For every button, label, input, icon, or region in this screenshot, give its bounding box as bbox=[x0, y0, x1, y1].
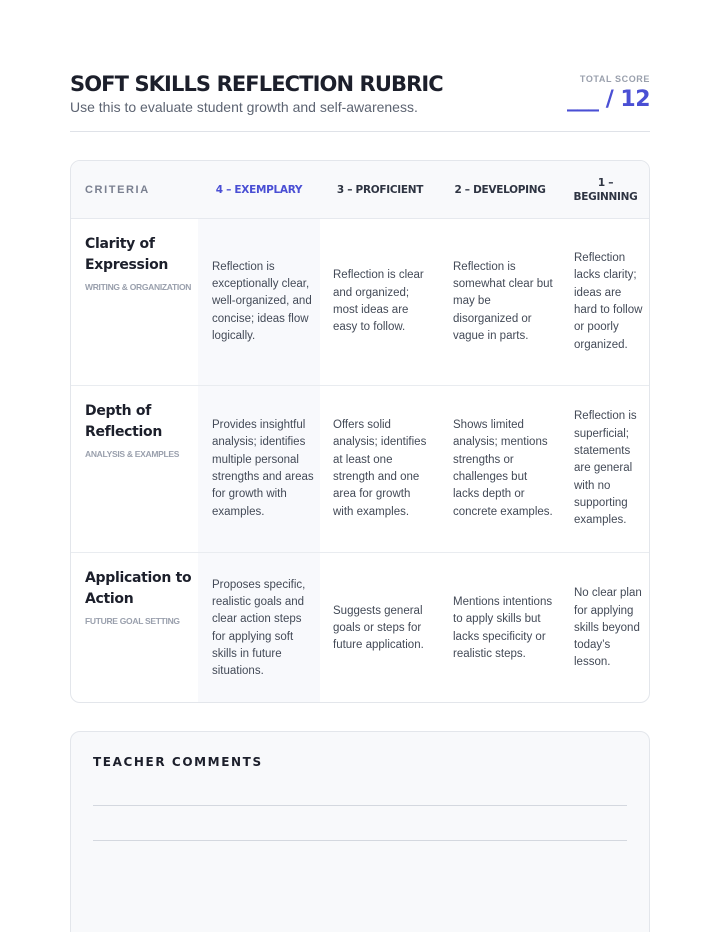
rubric-cell-proficient: Suggests general goals or steps for future application. bbox=[333, 604, 424, 652]
rubric-cell-developing: Reflection is somewhat clear but may be disorganized or vague in parts. bbox=[453, 260, 553, 342]
column-header-exemplary: 4 – EXEMPLARY bbox=[215, 184, 303, 196]
rubric-table bbox=[70, 160, 650, 703]
criterion-name: Clarity of Expression bbox=[85, 236, 169, 273]
criterion-subtitle: FUTURE GOAL SETTING bbox=[85, 616, 180, 626]
page-subtitle: Use this to evaluate student growth and self-awareness. bbox=[70, 99, 418, 115]
criterion-subtitle: ANALYSIS & EXAMPLES bbox=[85, 449, 180, 459]
rubric-cell-beginning: Reflection lacks clarity; ideas are hard to follow or poorly organized. bbox=[574, 252, 643, 351]
rubric-cell-beginning: No clear plan for applying skills beyond today’s lesson. bbox=[574, 587, 642, 669]
rubric-row-application bbox=[71, 553, 650, 703]
criterion-subtitle: WRITING & ORGANIZATION bbox=[85, 282, 192, 292]
rubric-cell-proficient: Reflection is clear and organized; most ideas are easy to follow. bbox=[333, 269, 424, 334]
page-title: SOFT SKILLS REFLECTION RUBRIC bbox=[70, 72, 443, 96]
teacher-comments-title: TEACHER COMMENTS bbox=[93, 755, 263, 769]
comment-line[interactable] bbox=[93, 840, 627, 841]
rubric-cell-beginning: Reflection is superficial; statements are general with no supporting examples. bbox=[574, 410, 637, 527]
column-header-beginning: 1 – BEGINNING bbox=[573, 177, 638, 203]
total-score-value[interactable]: ___ / 12 bbox=[567, 87, 650, 112]
rubric-cell-proficient: Offers solid analysis; identifies at least one strength and one area for growth with examples. bbox=[333, 419, 427, 518]
teacher-comments-panel bbox=[70, 731, 650, 932]
column-header-developing: 2 – DEVELOPING bbox=[454, 184, 546, 196]
column-header-criteria: CRITERIA bbox=[85, 184, 150, 196]
rubric-header-row bbox=[71, 161, 650, 219]
rubric-cell-exemplary: Reflection is exceptionally clear, well-organized, and concise; ideas flow logically. bbox=[212, 260, 312, 342]
rubric-cell-exemplary: Provides insightful analysis; identifies multiple personal strengths and areas for growth with examples. bbox=[212, 419, 314, 518]
criterion-name: Application to Action bbox=[85, 570, 192, 607]
comment-line[interactable] bbox=[93, 805, 627, 806]
rubric-cell-developing: Shows limited analysis; mentions strengths or challenges but lacks depth or concrete examples. bbox=[453, 419, 553, 518]
rubric-cell-developing: Mentions intentions to apply skills but lacks specificity or realistic steps. bbox=[453, 595, 553, 660]
column-header-proficient: 3 – PROFICIENT bbox=[336, 184, 424, 196]
rubric-row-clarity bbox=[71, 219, 650, 386]
rubric-header bbox=[70, 70, 650, 132]
rubric-cell-exemplary: Proposes specific, realistic goals and clear action steps for applying soft skills in future situations. bbox=[212, 578, 306, 678]
criterion-name: Depth of Reflection bbox=[85, 403, 163, 440]
total-score-label: TOTAL SCORE bbox=[579, 74, 650, 84]
criterion bbox=[85, 568, 195, 628]
rubric-row-depth bbox=[71, 386, 650, 553]
criterion bbox=[85, 401, 195, 461]
criterion bbox=[85, 234, 195, 294]
